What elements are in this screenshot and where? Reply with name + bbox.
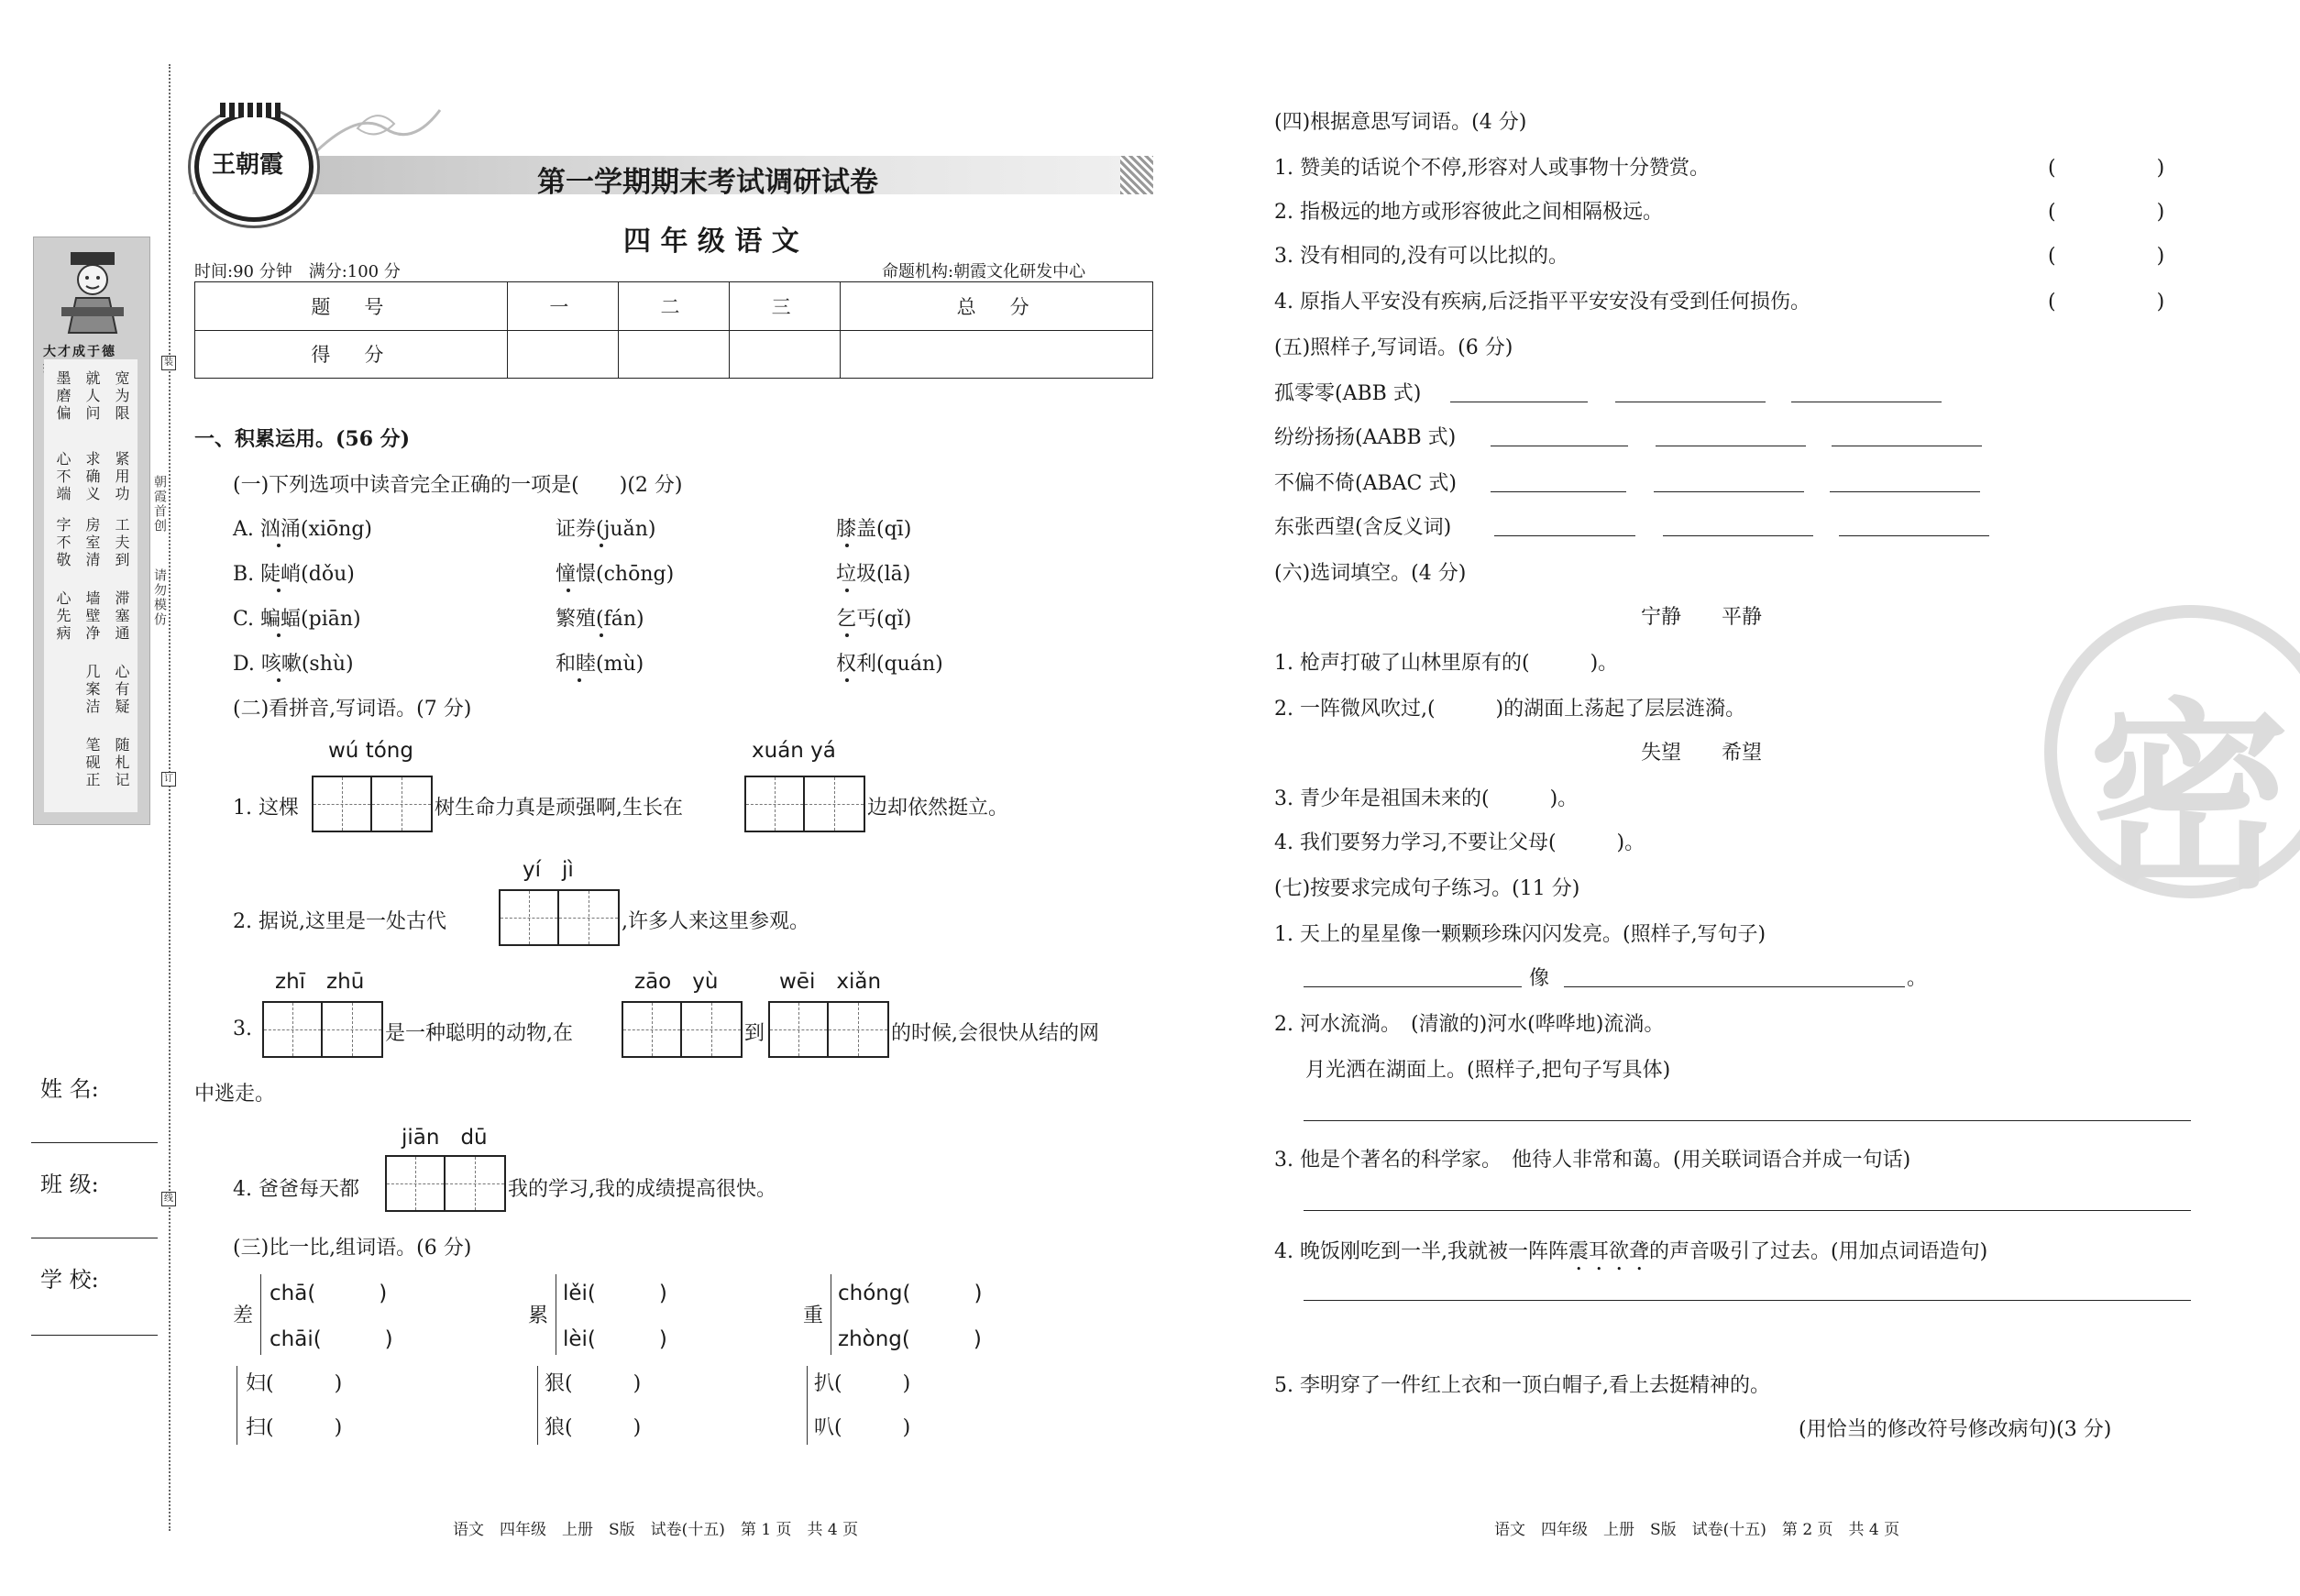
q7-item: 3. 他是个著名的科学家。 他待人非常和蔼。(用关联词语合并成一句话) bbox=[1274, 1149, 1911, 1172]
margin-marker-1: 装 bbox=[161, 356, 176, 370]
writing-grid[interactable] bbox=[312, 776, 433, 832]
emphasis-dot bbox=[277, 589, 281, 592]
answer-line[interactable] bbox=[1304, 1210, 2191, 1211]
q5-item: 孤零零(ABB 式) bbox=[1274, 382, 1422, 405]
footer-right: 语文 四年级 上册 S版 试卷(十五) 第 2 页 共 4 页 bbox=[1494, 1521, 1900, 1539]
rule-col: 紧用功 bbox=[113, 451, 130, 503]
organizer: 命题机构:朝霞文化研发中心 bbox=[882, 262, 1086, 281]
q1-title: (一)下列选项中读音完全正确的一项是( )(2 分) bbox=[233, 474, 683, 497]
q6-word-choice: 失望 希望 bbox=[1641, 742, 1763, 765]
writing-grid[interactable] bbox=[262, 1001, 383, 1058]
emphasis-dot bbox=[277, 544, 281, 547]
answer-paren[interactable]: ( ) bbox=[2048, 157, 2165, 180]
binding-dotted-line bbox=[169, 64, 171, 1531]
q3-char: 差 bbox=[233, 1304, 254, 1327]
q1-option: 憧憬(chōng) bbox=[556, 563, 675, 586]
answer-blank[interactable] bbox=[1654, 491, 1804, 492]
q7-s1-end: 。 bbox=[1907, 967, 1928, 990]
q1-option: 膝盖(qī) bbox=[836, 518, 912, 541]
q3-pair[interactable]: 妇( ) bbox=[246, 1372, 343, 1395]
q6-sentence[interactable]: 3. 青少年是祖国未来的( )。 bbox=[1274, 787, 1579, 810]
answer-blank[interactable] bbox=[1491, 491, 1626, 492]
q1-option: 权利(quán) bbox=[836, 653, 943, 676]
q1-option: 证券(juǎn) bbox=[556, 518, 656, 541]
q7-item: 5. 李明穿了一件红上衣和一顶白帽子,看上去挺精神的。 bbox=[1274, 1374, 1770, 1397]
q3-char: 重 bbox=[803, 1304, 824, 1327]
emphasis-dot bbox=[600, 633, 603, 637]
pinyin: yí jì bbox=[523, 858, 574, 882]
q2-text: ,许多人来这里参观。 bbox=[622, 910, 809, 933]
q3-pair[interactable]: 扒( ) bbox=[814, 1372, 911, 1395]
q2-text: 2. 据说,这里是一处古代 bbox=[233, 910, 446, 933]
school-label: 学 校: bbox=[40, 1267, 99, 1293]
writing-grid[interactable] bbox=[744, 776, 865, 832]
rule-col: 心不端 bbox=[54, 451, 72, 503]
rule-col: 滞塞通 bbox=[113, 590, 130, 643]
emphasis-dot bbox=[578, 678, 581, 682]
q1-option: C. 蝙蝠(piān) bbox=[233, 608, 361, 631]
rule-col: 墙壁净 bbox=[83, 590, 101, 643]
score-col-2: 二 bbox=[618, 282, 729, 331]
rule-col: 工夫到 bbox=[113, 517, 130, 569]
rule-col: 心先病 bbox=[54, 590, 72, 643]
emphasis-dot bbox=[845, 633, 849, 637]
q2-text: 4. 爸爸每天都 bbox=[233, 1178, 359, 1201]
q2-text: 到 bbox=[744, 1022, 765, 1045]
logo-text: 王朝霞 bbox=[212, 151, 284, 179]
q2-text: 是一种聪明的动物,在 bbox=[385, 1022, 573, 1045]
pinyin: xuán yá bbox=[752, 739, 836, 763]
q7-note: (用恰当的修改符号修改病句)(3 分) bbox=[1799, 1418, 2112, 1441]
writing-grid[interactable] bbox=[768, 1001, 889, 1058]
answer-blank[interactable] bbox=[1494, 535, 1635, 536]
score-header-label: 题 号 bbox=[195, 282, 508, 331]
q3-char: 累 bbox=[528, 1304, 549, 1327]
name-label: 姓 名: bbox=[40, 1076, 99, 1102]
q3-title: (三)比一比,组词语。(6 分) bbox=[233, 1237, 472, 1260]
rule-col: 字不敬 bbox=[54, 517, 72, 569]
rule-col: 墨磨偏 bbox=[54, 370, 72, 423]
score-col-total: 总 分 bbox=[841, 282, 1153, 331]
rule-col: 心有疑 bbox=[113, 664, 130, 716]
q2-text: 的时候,会很快从结的网 bbox=[891, 1022, 1099, 1045]
score-cell[interactable] bbox=[730, 330, 841, 379]
q6-sentence[interactable]: 1. 枪声打破了山林里原有的( )。 bbox=[1274, 652, 1619, 675]
score-cell[interactable] bbox=[841, 330, 1153, 379]
q1-option: 和睦(mù) bbox=[556, 653, 644, 676]
school-field[interactable] bbox=[31, 1335, 158, 1336]
brace bbox=[260, 1274, 261, 1355]
emphasis-dot bbox=[845, 678, 849, 682]
q1-option: D. 咳嗽(shù) bbox=[233, 653, 354, 676]
q4-item: 3. 没有相同的,没有可以比拟的。 bbox=[1274, 245, 1568, 268]
rule-col: 房室清 bbox=[83, 517, 101, 569]
logo-crown-icon bbox=[220, 103, 281, 117]
pinyin: zhī zhū bbox=[275, 970, 365, 994]
q5-item: 东张西望(含反义词) bbox=[1274, 516, 1452, 539]
q1-option: A. 汹涌(xiōng) bbox=[233, 518, 372, 541]
q5-item: 不偏不倚(ABAC 式) bbox=[1274, 472, 1457, 495]
q3-word[interactable]: lèi( ) bbox=[563, 1327, 667, 1351]
brace bbox=[537, 1366, 538, 1445]
q2-text: 树生命力真是顽强啊,生长在 bbox=[435, 797, 683, 820]
score-cell[interactable] bbox=[507, 330, 618, 379]
q3-pair[interactable]: 扫( ) bbox=[246, 1416, 343, 1439]
q3-word[interactable]: chóng( ) bbox=[838, 1282, 983, 1305]
q2-text: 边却依然挺立。 bbox=[867, 797, 1009, 820]
q5-title: (五)照样子,写词语。(6 分) bbox=[1274, 336, 1513, 359]
time-info: 时间:90 分钟 满分:100 分 bbox=[194, 262, 401, 281]
rule-col: 求确义 bbox=[83, 451, 101, 503]
q6-sentence[interactable]: 4. 我们要努力学习,不要让父母( )。 bbox=[1274, 831, 1645, 854]
q3-word[interactable]: lěi( ) bbox=[563, 1282, 667, 1305]
q7-item-4 bbox=[1274, 1236, 1987, 1275]
q3-word[interactable]: chāi( ) bbox=[270, 1327, 393, 1351]
q2-text: 中逃走。 bbox=[194, 1083, 276, 1106]
pinyin: wú tóng bbox=[328, 739, 413, 763]
q7-s4-dotted-words: 震耳欲聋 bbox=[1568, 1240, 1649, 1263]
sidebar-motto-1: 大才成于德 bbox=[43, 345, 116, 359]
watermark-char: 密 bbox=[2088, 678, 2291, 916]
ribbon-decoration-icon bbox=[303, 101, 449, 165]
q7-s4-part-a: 4. 晚饭刚吃到一半,我就被一阵阵 bbox=[1274, 1240, 1568, 1263]
q2-text: 1. 这棵 bbox=[233, 797, 299, 820]
answer-blank[interactable] bbox=[1304, 986, 1522, 987]
q4-item: 1. 赞美的话说个不停,形容对人或事物十分赞赏。 bbox=[1274, 157, 1710, 180]
q7-item: 2. 河水流淌。 (清澈的)河水(哗哗地)流淌。 bbox=[1274, 1013, 1665, 1036]
q7-title: (七)按要求完成句子练习。(11 分) bbox=[1274, 877, 1580, 900]
exam-title: 第一学期期末考试调研试卷 bbox=[537, 166, 878, 199]
footer-left: 语文 四年级 上册 S版 试卷(十五) 第 1 页 共 4 页 bbox=[453, 1521, 859, 1539]
scholar-figure-icon bbox=[58, 248, 127, 336]
q4-title: (四)根据意思写词语。(4 分) bbox=[1274, 111, 1527, 134]
writing-grid[interactable] bbox=[499, 889, 620, 946]
answer-line[interactable] bbox=[1304, 1300, 2191, 1301]
q4-item: 4. 原指人平安没有疾病,后泛指平平安安没有受到任何损伤。 bbox=[1274, 291, 1810, 314]
answer-blank[interactable] bbox=[1663, 535, 1813, 536]
sidebar-rules-panel bbox=[44, 359, 138, 812]
score-col-1: 一 bbox=[507, 282, 618, 331]
confidential-watermark bbox=[2044, 605, 2300, 916]
score-value-label: 得 分 bbox=[195, 330, 508, 379]
q6-title: (六)选词填空。(4 分) bbox=[1274, 562, 1467, 585]
q2-title: (二)看拼音,写词语。(7 分) bbox=[233, 698, 472, 721]
pinyin: jiān dū bbox=[402, 1126, 488, 1150]
answer-blank[interactable] bbox=[1564, 986, 1905, 987]
side-note-no-copy: 请勿模仿 bbox=[152, 568, 167, 627]
margin-marker-2: 订 bbox=[161, 772, 176, 787]
subject-title: 四 年 级 语 文 bbox=[623, 226, 799, 258]
writing-grid[interactable] bbox=[385, 1155, 506, 1212]
q3-word[interactable]: chā( ) bbox=[270, 1282, 388, 1305]
score-header-row bbox=[195, 282, 1153, 331]
answer-blank[interactable] bbox=[1830, 491, 1980, 492]
score-cell[interactable] bbox=[618, 330, 729, 379]
q5-item: 纷纷扬扬(AABB 式) bbox=[1274, 426, 1457, 449]
emphasis-dot bbox=[277, 678, 281, 682]
side-note-original: 朝霞首创 bbox=[152, 475, 167, 534]
q4-item: 2. 指极远的地方或形容彼此之间相隔极远。 bbox=[1274, 201, 1663, 224]
writing-grid[interactable] bbox=[622, 1001, 743, 1058]
q3-pair[interactable]: 狠( ) bbox=[545, 1372, 642, 1395]
rule-col: 随札记 bbox=[113, 737, 130, 789]
rule-col: 宽为限 bbox=[113, 370, 130, 423]
pinyin: zāo yù bbox=[634, 970, 719, 994]
emphasis-dot bbox=[277, 633, 281, 637]
q3-word[interactable]: zhòng( ) bbox=[838, 1327, 982, 1351]
pinyin: wēi xiǎn bbox=[779, 970, 882, 994]
q3-pair[interactable]: 狼( ) bbox=[545, 1416, 642, 1439]
brace bbox=[807, 1366, 808, 1445]
q7-item: 月光洒在湖面上。(照样子,把句子写具体) bbox=[1305, 1059, 1671, 1082]
q3-pair[interactable]: 叭( ) bbox=[814, 1416, 911, 1439]
q1-option: 垃圾(lā) bbox=[836, 563, 911, 586]
q7-s1-mid: 像 bbox=[1529, 967, 1550, 990]
emphasis-dot bbox=[845, 544, 849, 547]
q1-option: 繁殖(fán) bbox=[556, 608, 644, 631]
score-col-3: 三 bbox=[730, 282, 841, 331]
q1-option: B. 陡峭(dǒu) bbox=[233, 563, 355, 586]
q7-item: 1. 天上的星星像一颗颗珍珠闪闪发亮。(照样子,写句子) bbox=[1274, 923, 1766, 946]
q2-text: 3. bbox=[233, 1018, 252, 1040]
q7-s4-part-b: 的声音吸引了过去。(用加点词语造句) bbox=[1649, 1240, 1988, 1263]
rule-col: 笔砚正 bbox=[83, 737, 101, 789]
rule-col: 就人问 bbox=[83, 370, 101, 423]
emphasis-dot bbox=[567, 589, 570, 592]
answer-line[interactable] bbox=[1304, 1120, 2191, 1121]
q6-sentence[interactable]: 2. 一阵微风吹过,( )的湖面上荡起了层层涟漪。 bbox=[1274, 698, 1746, 721]
q2-text: 我的学习,我的成绩提高很快。 bbox=[508, 1178, 776, 1201]
banner-pattern bbox=[1120, 156, 1153, 194]
emphasis-dot bbox=[845, 589, 849, 592]
class-label: 班 级: bbox=[40, 1172, 99, 1197]
part1-title: 一、积累运用。(56 分) bbox=[194, 427, 411, 451]
logo-badge bbox=[194, 112, 314, 222]
score-value-row bbox=[195, 330, 1153, 379]
name-field[interactable] bbox=[31, 1142, 158, 1143]
emphasis-dot bbox=[600, 544, 603, 547]
score-table bbox=[194, 281, 1153, 379]
answer-paren[interactable]: ( ) bbox=[2048, 291, 2165, 314]
rule-col: 几案洁 bbox=[83, 664, 101, 716]
q1-option: 乞丐(qǐ) bbox=[836, 608, 912, 631]
answer-paren[interactable]: ( ) bbox=[2048, 245, 2165, 268]
q6-word-choice: 宁静 平静 bbox=[1641, 606, 1763, 629]
answer-paren[interactable]: ( ) bbox=[2048, 201, 2165, 224]
margin-marker-3: 线 bbox=[161, 1192, 176, 1206]
answer-blank[interactable] bbox=[1839, 535, 1989, 536]
